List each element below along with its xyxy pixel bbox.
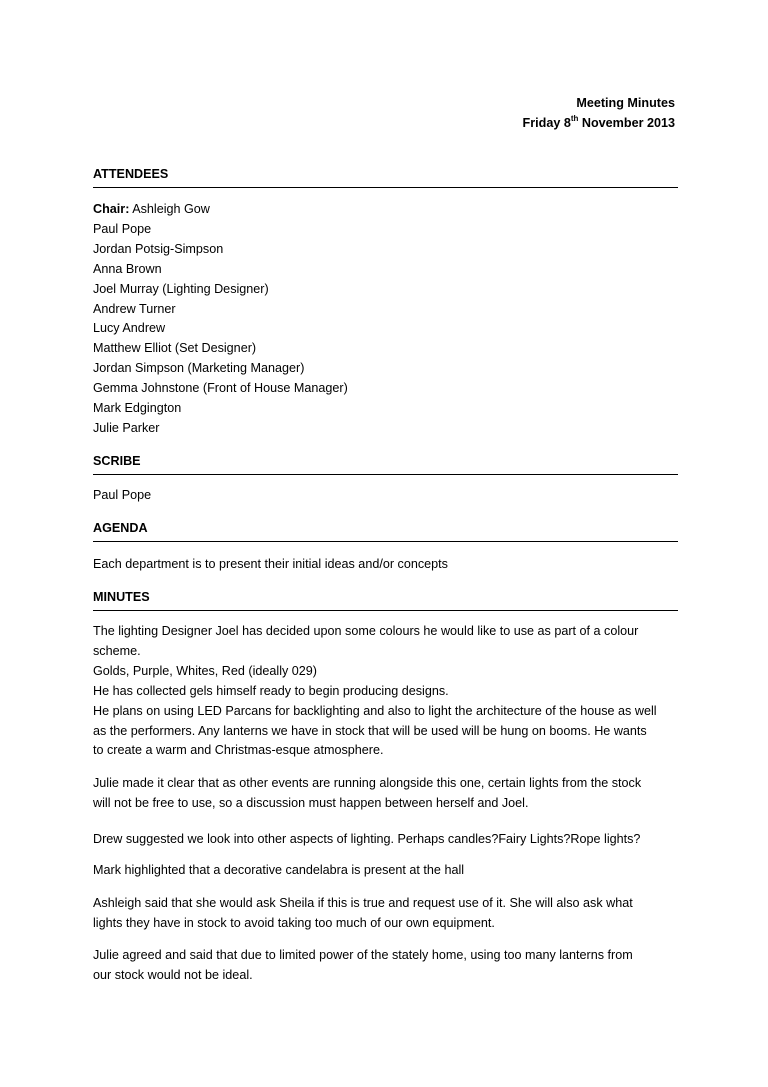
document-title: Meeting Minutes <box>576 96 675 110</box>
date-month-year: November 2013 <box>578 116 675 130</box>
paragraph-line: our stock would not be ideal. <box>93 967 253 982</box>
minutes-paragraph-mark <box>93 861 678 881</box>
paragraph-line: scheme. <box>93 643 141 658</box>
attendee-item: Gemma Johnstone (Front of House Manager) <box>93 381 348 396</box>
paragraph-line: will not be free to use, so a discussion must happen between herself and Joel. <box>93 795 529 810</box>
paragraph-line: Julie agreed and said that due to limited power of the stately home, using too many lanterns from <box>93 948 633 962</box>
date-day: Friday 8 <box>522 116 571 130</box>
attendee-item: Lucy Andrew <box>93 321 166 336</box>
attendee-item: Joel Murray (Lighting Designer) <box>93 281 269 296</box>
chair-line <box>93 200 678 220</box>
minutes-paragraph-lighting <box>93 622 678 761</box>
attendee-item: Paul Pope <box>93 221 152 236</box>
attendee-item: Julie Parker <box>93 420 160 435</box>
document-header <box>523 93 675 133</box>
minutes-paragraph-julie-stock <box>93 774 678 814</box>
minutes-paragraph-drew <box>93 830 678 850</box>
minutes-heading: MINUTES <box>93 588 678 611</box>
attendee-item: Mark Edgington <box>93 401 182 416</box>
paragraph-line: Mark highlighted that a decorative candelabra is present at the hall <box>93 863 465 877</box>
attendee-item: Jordan Simpson (Marketing Manager) <box>93 361 305 376</box>
paragraph-line: to create a warm and Christmas-esque atmosphere. <box>93 743 384 758</box>
attendee-item: Andrew Turner <box>93 301 176 316</box>
paragraph-line: Ashleigh said that she would ask Sheila if this is true and request use of it. She will also ask what <box>93 896 633 910</box>
agenda-text: Each department is to present their initial ideas and/or concepts <box>93 557 448 571</box>
paragraph-line: The lighting Designer Joel has decided upon some colours he would like to use as part of a colour <box>93 624 639 638</box>
chair-name: Ashleigh Gow <box>129 202 210 216</box>
attendee-item: Anna Brown <box>93 261 162 276</box>
attendees-heading: ATTENDEES <box>93 165 678 188</box>
attendee-item: Jordan Potsig-Simpson <box>93 241 224 256</box>
date-ordinal-suffix: th <box>570 113 579 123</box>
minutes-paragraph-julie-power <box>93 946 678 986</box>
scribe-name: Paul Pope <box>93 488 152 502</box>
paragraph-line: He plans on using LED Parcans for backlighting and also to light the architecture of the house as well <box>93 703 657 718</box>
attendees-list <box>93 200 678 439</box>
paragraph-line: He has collected gels himself ready to begin producing designs. <box>93 683 449 698</box>
minutes-paragraph-ashleigh <box>93 894 678 934</box>
chair-label: Chair: <box>93 202 130 216</box>
paragraph-line: lights they have in stock to avoid taking too much of our own equipment. <box>93 915 495 930</box>
agenda-section <box>93 555 678 575</box>
meeting-date <box>523 113 675 133</box>
agenda-heading: AGENDA <box>93 519 678 542</box>
paragraph-line: Golds, Purple, Whites, Red (ideally 029) <box>93 663 317 678</box>
paragraph-line: as the performers. Any lanterns we have in stock that will be used will be hung on booms. He wants <box>93 723 647 738</box>
paragraph-line: Julie made it clear that as other events are running alongside this one, certain lights from the stock <box>93 776 642 790</box>
scribe-heading: SCRIBE <box>93 452 678 475</box>
attendee-item: Matthew Elliot (Set Designer) <box>93 341 257 356</box>
scribe-section <box>93 486 678 506</box>
paragraph-line: Drew suggested we look into other aspects of lighting. Perhaps candles?Fairy Lights?Rope lights? <box>93 832 641 846</box>
